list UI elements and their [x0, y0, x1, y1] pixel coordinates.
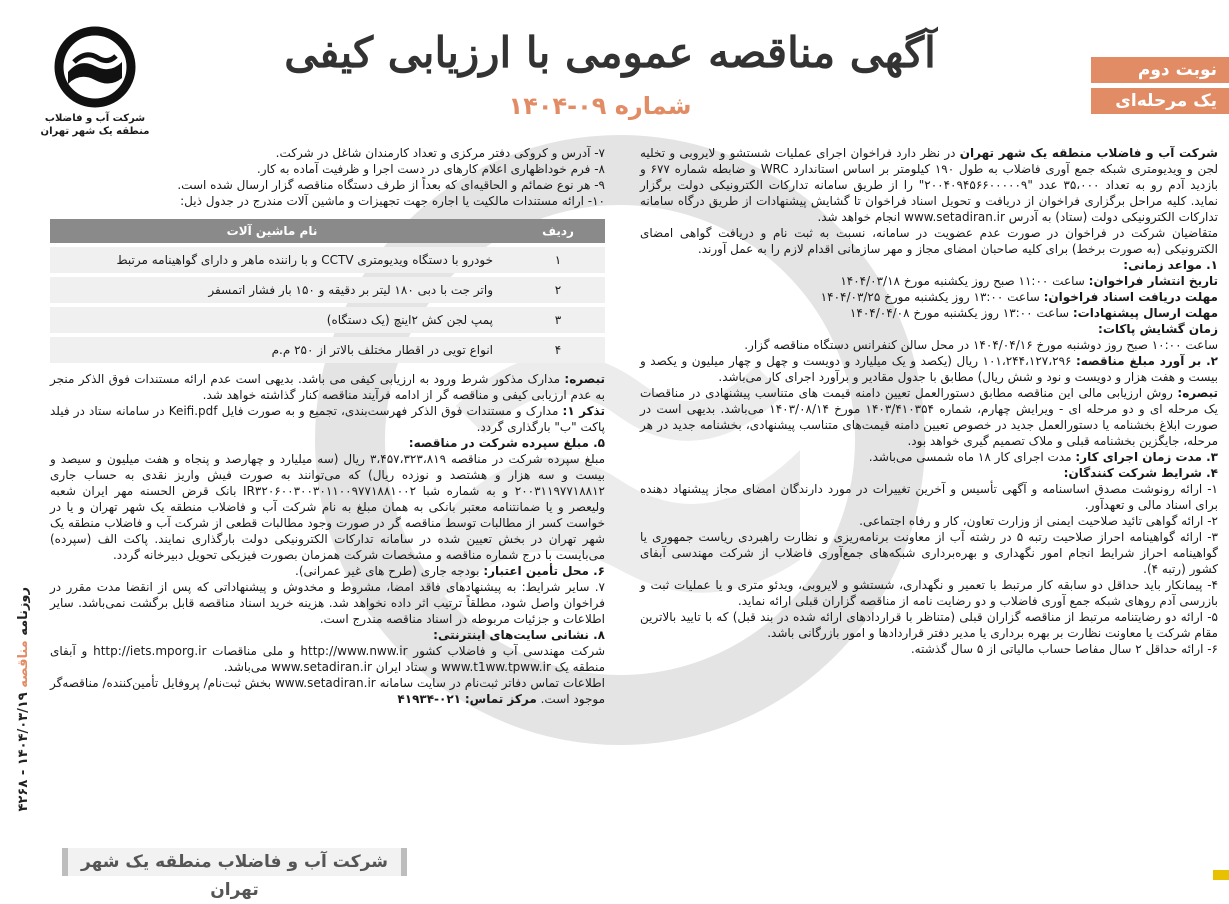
reminder-1: تذکر ۱: مدارک و مستندات فوق الذکر فهرست‌بندی، تجمیع و به صورت فایل Keifi.pdf در سامانه ستاد در فیلد پاکت "ب" بارگذاری گردد.	[50, 404, 605, 434]
condition-8: ۸- فرم خوداظهاری اعلام کارهای در دست اجرا و ظرفیت آماده به کار.	[256, 162, 605, 176]
condition-7: ۷- آدرس و کروکی دفتر مرکزی و تعداد کارمندان شاغل در شرکت.	[275, 146, 605, 160]
section-3-duration: ۳. مدت زمان اجرای کار: مدت اجرای کار ۱۸ ماه شمسی می‌باشد.	[868, 450, 1218, 464]
section-2-note: تبصره: روش ارزیابی مالی این مناقصه مطابق دستورالعمل تعیین دامنه قیمت های متناسب پیشنهادی در مناقصات یک مرحله ای و دو مرحله ای - ویرایش چهارم، شماره ۱۴۰۳/۴۱۰۳۵۴ مورخ ۱۴۰۳/۰۸/۱۴ می‌باشد. بدیهی است در صورت ابلاغ بخشنامه یا دستورالعمل جدید در خصوص تعیین دامنه قیمت‌های متناسب پیشنهادی، بخشنامه جدید در هر مرحله، جایگزین بخشنامه قبلی و ملاک تصمیم گیری خواهد بود.	[640, 386, 1218, 448]
condition-6: ۶- ارائه حداقل ۲ سال مفاصا حساب مالیاتی از ۵ سال گذشته.	[910, 642, 1218, 656]
side-paper-name: مناقصه	[16, 640, 31, 688]
machine-name: پمپ لجن کش ۲اینچ (یک دستگاه)	[50, 307, 511, 333]
condition-10: ۱۰- ارائه مستندات مالکیت یا اجاره جهت تجهیزات و ماشین آلات مندرج در جدول ذیل:	[180, 194, 605, 208]
side-issue-date: ۱۴۰۴/۰۳/۱۹ - ۴۲۶۸	[16, 692, 31, 812]
intro-company: شرکت آب و فاضلاب منطقه یک شهر تهران	[959, 146, 1218, 160]
section-6-funding: ۶. محل تأمین اعتبار: بودجه جاری (طرح های غیر عمرانی).	[295, 564, 605, 578]
tender-number: شماره ۰۹-۱۴۰۴	[508, 92, 692, 120]
condition-4: ۴- پیمانکار باید حداقل دو سابقه کار مرتبط با تعمیر و نگهداری، شستشو و لایروبی، ویدئو متری و یا عملیات ثبت و بازرسی آدم روهای شبکه جمع آوری فاضلاب و دو رضایت نامه از مناقصه گزاران قبلی ارائه نماید.	[640, 578, 1218, 608]
condition-1: ۱- ارائه رونوشت مصدق اساسنامه و آگهی تأسیس و آخرین تغییرات در مورد دارندگان امضای مجاز پیشنهاد دهنده برای اسناد مالی و تعهدآور.	[640, 482, 1218, 512]
company-logo-icon	[50, 22, 140, 112]
intro-text: در نظر دارد فراخوان اجرای عملیات شستشو و لایروبی و تخلیه لجن و ویدیومتری شبکه جمع آوری فاضلاب به طول ۱۹۰ کیلومتر بر اساس استاندارد WRC و ضابطه شماره ۶۷۷ و بازدید آدم رو به تعداد ۳۵،۰۰۰ عدد "۲۰۰۴۰۹۴۵۶۶۰۰۰۰۰۹" را از طریق سامانه تدارکات الکترونیکی دولت برگزار نماید. کلیه مراحل برگزاری فراخوان از دریافت و تحویل اسناد فراخوان تا گشایش پیشنهادات از طریق درگاه سامانه تدارکات الکترونیکی دولت (ستاد) به آدرس www.setadiran.ir انجام خواهد شد.	[640, 146, 1219, 224]
section-8-title: ۸. نشانی سایت‌های اینترنتی:	[433, 628, 605, 642]
applicants-paragraph: متقاضیان شرکت در فراخوان در صورت عدم عضویت در سامانه، نسبت به ثبت نام و دریافت گواهی امضای الکترونیکی (به صورت برخط) برای کلیه صاحبان امضای مجاز و مهر سازمانی اقدام لازم را به عمل آورند.	[640, 226, 1218, 256]
column-header-machine-name: نام ماشین آلات	[50, 219, 511, 243]
ribbon-second-round: نوبت دوم	[1091, 57, 1229, 83]
section-8-contact-info: اطلاعات تماس دفاتر ثبت‌نام در سایت سامانه www.setadiran.ir بخش ثبت‌نام/ پروفایل تأمین‌کننده/ مناقصه‌گر موجود است. مرکز تماس: ۰۲۱-۴۱۹۳۴	[50, 676, 605, 706]
corner-mark	[1213, 870, 1229, 880]
table-row	[50, 307, 605, 333]
docs-deadline: مهلت دریافت اسناد فراخوان: ساعت ۱۳:۰۰ روز یکشنبه مورخ ۱۴۰۴/۰۳/۲۵	[820, 290, 1218, 304]
section-7-other-conditions: ۷. سایر شرایط: به پیشنهادهای فاقد امضا، مشروط و مخدوش و پیشنهاداتی که پس از انقضا مدت مقرر در فراخوان واصل شود، مطلقاً ترتیب اثر داده نخواهد شد. هزینه خرید اسناد مناقصه قابل برگشت نمی‌باشد. سایر اطلاعات و جزئیات مربوطه در اسناد مناقصه مندرج است.	[50, 580, 605, 626]
call-center-number: ۰۲۱-۴۱۹۳۴	[397, 692, 462, 706]
condition-3: ۳- ارائه گواهینامه احراز صلاحیت رتبه ۵ در رشته آب از معاونت برنامه‌ریزی و نظارت راهبردی ریاست جمهوری یا گواهینامه احراز شرایط انجام امور نگهداری و بهره‌برداری شبکه‌های جمع‌آوری فاضلاب از شرکت مهندسی آبفای کشور (رتبه ۴).	[640, 530, 1218, 576]
section-4-title: ۴. شرایط شرکت کنندگان:	[1063, 466, 1218, 480]
side-word: روزنامه	[16, 587, 31, 636]
condition-5: ۵- ارائه دو رضایتنامه مرتبط از مناقصه گزاران قبلی (متناظر با قراردادهای ارائه شده در بند قبل) که با تایید بالاترین مقام شرکت یا معاونت نظارت بر بهره برداری یا مدیر دفتر قراردادها و امور بازرگانی باشد.	[640, 610, 1218, 640]
machine-name: انواع تویی در اقطار مختلف بالاتر از ۲۵۰ م.م	[50, 337, 511, 363]
ad-title: آگهی مناقصه عمومی با ارزیابی کیفی	[284, 28, 936, 77]
table-row	[50, 247, 605, 273]
row-number: ۳	[511, 307, 605, 333]
condition-9: ۹- هر نوع ضمائم و الحاقیه‌ای که بعداً از طرف دستگاه مناقصه گزار ارسال شده است.	[177, 178, 605, 192]
opening-value: ساعت ۱۰:۰۰ صبح روز دوشنبه مورخ ۱۴۰۴/۰۴/۱۶ در محل سالن کنفرانس دستگاه مناقصه گزار.	[744, 338, 1218, 352]
machine-name: واتر جت با دبی ۱۸۰ لیتر بر دقیقه و ۱۵۰ بار فشار اتمسفر	[50, 277, 511, 303]
table-row	[50, 337, 605, 363]
table-header-row	[50, 219, 605, 243]
section-2-estimate: ۲. بر آورد مبلغ مناقصه: ۱۰۱،۲۴۴،۱۲۷،۲۹۶ ریال (یکصد و یک میلیارد و دویست و چهل و چهار میلیون و یکصد و بیست و هفت هزار و دویست و نود و شش ریال) مطابق با جدول مقادیر و برآورد اجرای کار می‌باشد.	[640, 354, 1218, 384]
machine-name: خودرو با دستگاه ویدیومتری CCTV و با راننده ماهر و دارای گواهینامه مرتبط	[50, 247, 511, 273]
row-number: ۲	[511, 277, 605, 303]
section-1-title: ۱. مواعد زمانی:	[1123, 258, 1218, 272]
qualification-note: تبصره: مدارک مذکور شرط ورود به ارزیابی کیفی می باشد. بدیهی است عدم ارائه مستندات فوق الذکر منجر به عدم ارزیابی کیفی و مناقصه گر از ادامه فرآیند مناقصه کنار گذاشته خواهد شد.	[50, 372, 605, 402]
row-number: ۴	[511, 337, 605, 363]
machinery-table	[50, 215, 605, 367]
table-row	[50, 277, 605, 303]
ribbon-single-stage: یک مرحله‌ای	[1091, 88, 1229, 114]
row-number: ۱	[511, 247, 605, 273]
newspaper-side-label	[13, 587, 35, 812]
left-column	[50, 145, 605, 707]
publish-date: تاریخ انتشار فراخوان: ساعت ۱۱:۰۰ صبح روز یکشنبه مورخ ۱۴۰۴/۰۳/۱۸	[840, 274, 1218, 288]
section-5-title: ۵. مبلغ سپرده شرکت در مناقصه:	[408, 436, 605, 450]
opening-label: زمان گشایش پاکات:	[1098, 322, 1218, 336]
footer-company-banner: شرکت آب و فاضلاب منطقه یک شهر تهران	[62, 848, 407, 876]
section-5-deposit: مبلغ سپرده شرکت در مناقصه ۳،۴۵۷،۳۲۳،۸۱۹ ریال (سه میلیارد و چهارصد و پنجاه و هفت میلیون و سیصد و بیست و سه هزار و هشتصد و نوزده ریال) که می‌توانند به صورت فیش واریز نقدی به حساب جاری ۲۰۰۳۱۱۹۷۷۱۸۸۱۲ و به شماره شبا IR۳۲۰۶۰۰۳۰۰۳۰۱۱۰۰۹۷۷۱۸۸۱۰۰۲ بانک قرض الحسنه مهر ایران شعبه ولیعصر و یا ضمانتنامه معتبر بانکی به همان مبلغ به نام شرکت آب و فاضلاب منطقه یک شهر تهران و یا در خواست کسر از مطالبات توسط مناقصه گر در صورت وجود مطالبات قطعی از شرکت آب و فاضلاب منطقه یک شهر تهران در بخش تعیین شده در سامانه تدارکات الکترونیکی دولت بارگذاری نمایند. پاکت الف (سپرده) می‌بایست با درج شماره مناقصه و مشخصات شرکت همزمان بصورت فیزیکی تحویل دبیرخانه گردد.	[50, 452, 605, 562]
intro-paragraph	[640, 145, 1218, 225]
right-column	[640, 145, 1218, 657]
section-8-websites[interactable]: شرکت مهندسی آب و فاضلاب کشور http://www.nww.ir و ملی مناقصات http://iets.mporg.ir و آبفای منطقه یک www.t1ww.tpww.ir و ستاد ایران www.setadiran.ir می‌باشد.	[50, 644, 606, 674]
column-header-row-number: ردیف	[511, 219, 605, 243]
submit-deadline: مهلت ارسال پیشنهادات: ساعت ۱۳:۰۰ روز یکشنبه مورخ ۱۴۰۴/۰۴/۰۸	[849, 306, 1218, 320]
logo-caption-line2: منطقه یک شهر تهران	[40, 126, 150, 137]
condition-2: ۲- ارائه گواهی تائید صلاحیت ایمنی از وزارت تعاون، کار و رفاه اجتماعی.	[859, 514, 1218, 528]
logo-caption-line1: شرکت آب و فاضلاب	[44, 113, 146, 124]
